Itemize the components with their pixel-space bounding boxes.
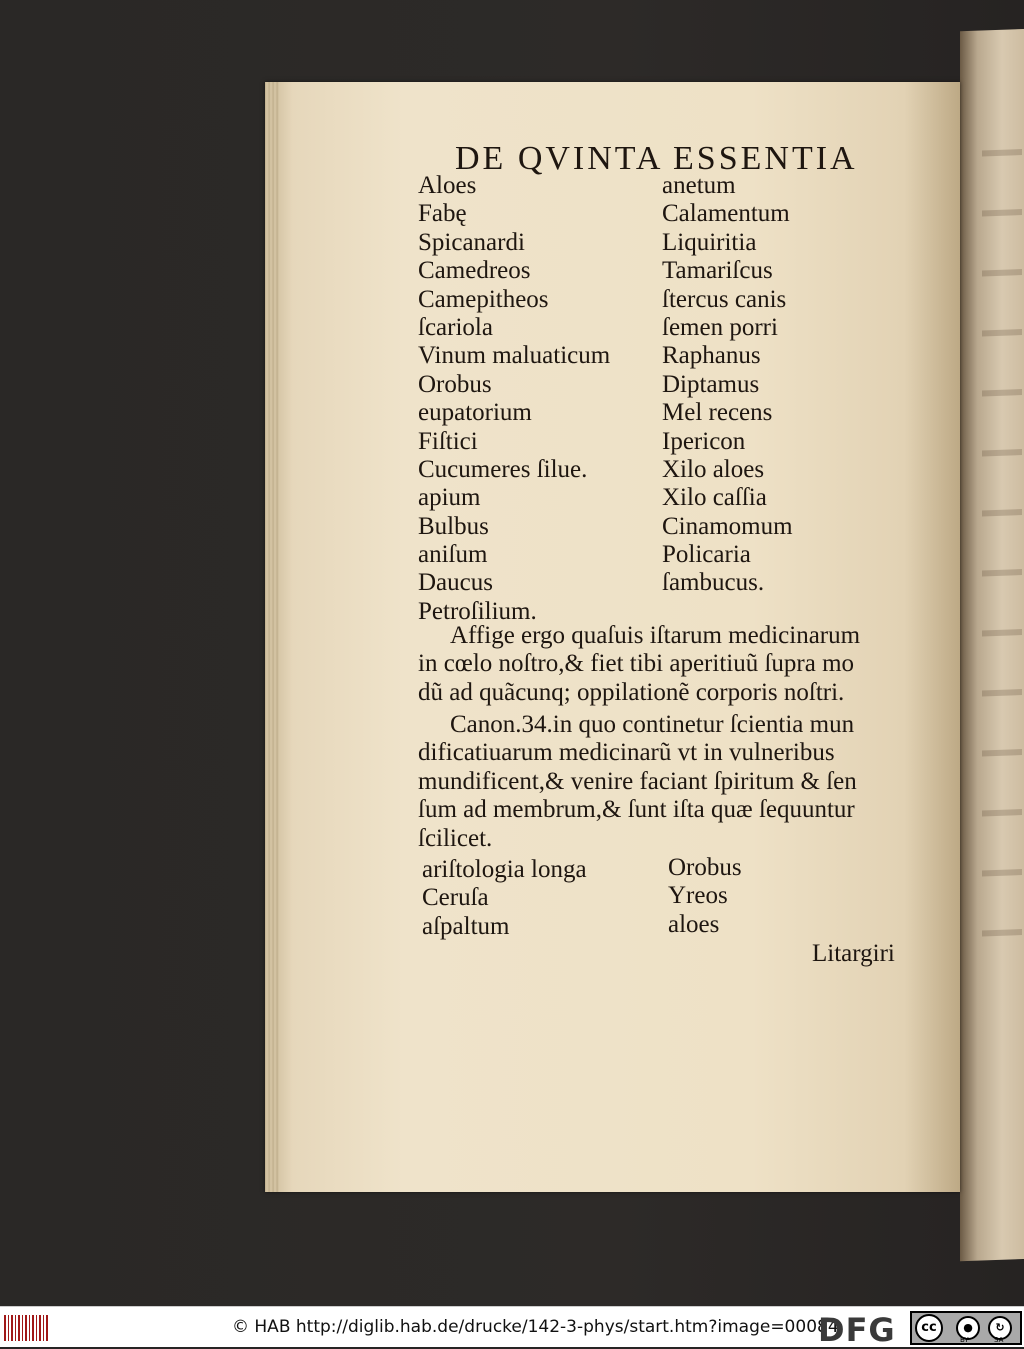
- list-item: Spicanardi: [418, 228, 525, 256]
- list-item: apium: [418, 484, 481, 512]
- list-item: Mel recens: [662, 399, 773, 427]
- page-title: DE QVINTA ESSENTIA: [455, 140, 858, 177]
- list-item: Aloes: [418, 172, 477, 199]
- herb-list-left: [418, 172, 610, 626]
- text-line: in cœlo noſtro,& fiet tibi aperitiuũ ſupra mo: [418, 650, 855, 678]
- list-item: Calamentum: [662, 200, 790, 228]
- by-label: BY: [960, 1336, 969, 1344]
- barcode-icon: [4, 1315, 48, 1341]
- list-item: Liquiritia: [662, 228, 757, 256]
- medicine-list-right: [668, 854, 742, 939]
- text-line: mundificent,& venire faciant ſpiritum & ſen: [418, 767, 857, 795]
- list-item: ſambucus.: [662, 569, 765, 597]
- list-item: Policaria: [662, 541, 751, 569]
- paragraph-canon: [418, 711, 857, 853]
- list-item: aſpaltum: [422, 912, 510, 940]
- dfg-logo[interactable]: DFG: [818, 1311, 896, 1349]
- text-line: dũ ad quãcunq; oppilationẽ corporis noſtri.: [418, 678, 845, 706]
- license-badge[interactable]: [910, 1311, 1022, 1345]
- medicine-list-left: [422, 856, 587, 941]
- list-item: Daucus: [418, 569, 493, 597]
- list-item: Camedreos: [418, 257, 531, 285]
- list-item: Tamariſcus: [662, 257, 773, 285]
- viewer-footer: [0, 1306, 1024, 1347]
- page-edge: [265, 82, 279, 1192]
- list-item: Xilo aloes: [662, 455, 765, 483]
- list-item: Petroſilium.: [418, 597, 537, 625]
- by-icon: ●: [956, 1316, 980, 1340]
- list-item: Fiſtici: [418, 427, 478, 455]
- list-item: Ipericon: [662, 427, 746, 455]
- list-item: ſemen porri: [662, 313, 778, 341]
- list-item: ſcariola: [418, 313, 493, 341]
- herb-list-right: [662, 172, 793, 598]
- list-item: Fabę: [418, 200, 467, 228]
- paragraph-affige: [418, 622, 860, 707]
- list-item: anetum: [662, 172, 736, 199]
- list-item: ariſtologia longa: [422, 856, 587, 883]
- list-item: Orobus: [418, 370, 492, 398]
- sa-icon: ↻: [988, 1316, 1012, 1340]
- list-item: Diptamus: [662, 370, 760, 398]
- cc-icon: cc: [915, 1314, 943, 1342]
- text-line: Canon.34.in quo continetur ſcientia mun: [450, 711, 855, 738]
- list-item: Xilo caſſia: [662, 484, 767, 512]
- text-line: Affige ergo quaſuis iſtarum medicinarum: [450, 622, 861, 649]
- adjacent-page: [960, 29, 1024, 1261]
- list-item: Ceruſa: [422, 884, 489, 912]
- list-item: Yreos: [668, 882, 728, 910]
- list-item: Cinamomum: [662, 512, 793, 540]
- list-item: aniſum: [418, 541, 488, 569]
- list-item: Bulbus: [418, 512, 489, 540]
- text-line: ſcilicet.: [418, 824, 493, 852]
- source-link[interactable]: © HAB http://diglib.hab.de/drucke/142-3-phys/start.htm?image=00084: [232, 1317, 839, 1337]
- list-item: Orobus: [668, 854, 742, 881]
- list-item: aloes: [668, 910, 720, 938]
- text-line: ſum ad membrum,& ſunt iſta quæ ſequuntur: [418, 796, 855, 824]
- list-item: eupatorium: [418, 399, 532, 427]
- text-line: dificatiuarum medicinarũ vt in vulneribus: [418, 739, 835, 767]
- list-item: Cucumeres ſilue.: [418, 455, 588, 483]
- list-item: Camepitheos: [418, 285, 549, 313]
- list-item: Raphanus: [662, 342, 761, 370]
- list-item: Vinum maluaticum: [418, 342, 611, 370]
- list-item: ſtercus canis: [662, 285, 787, 313]
- sa-label: SA: [994, 1336, 1004, 1344]
- catchword: Litargiri: [812, 940, 895, 967]
